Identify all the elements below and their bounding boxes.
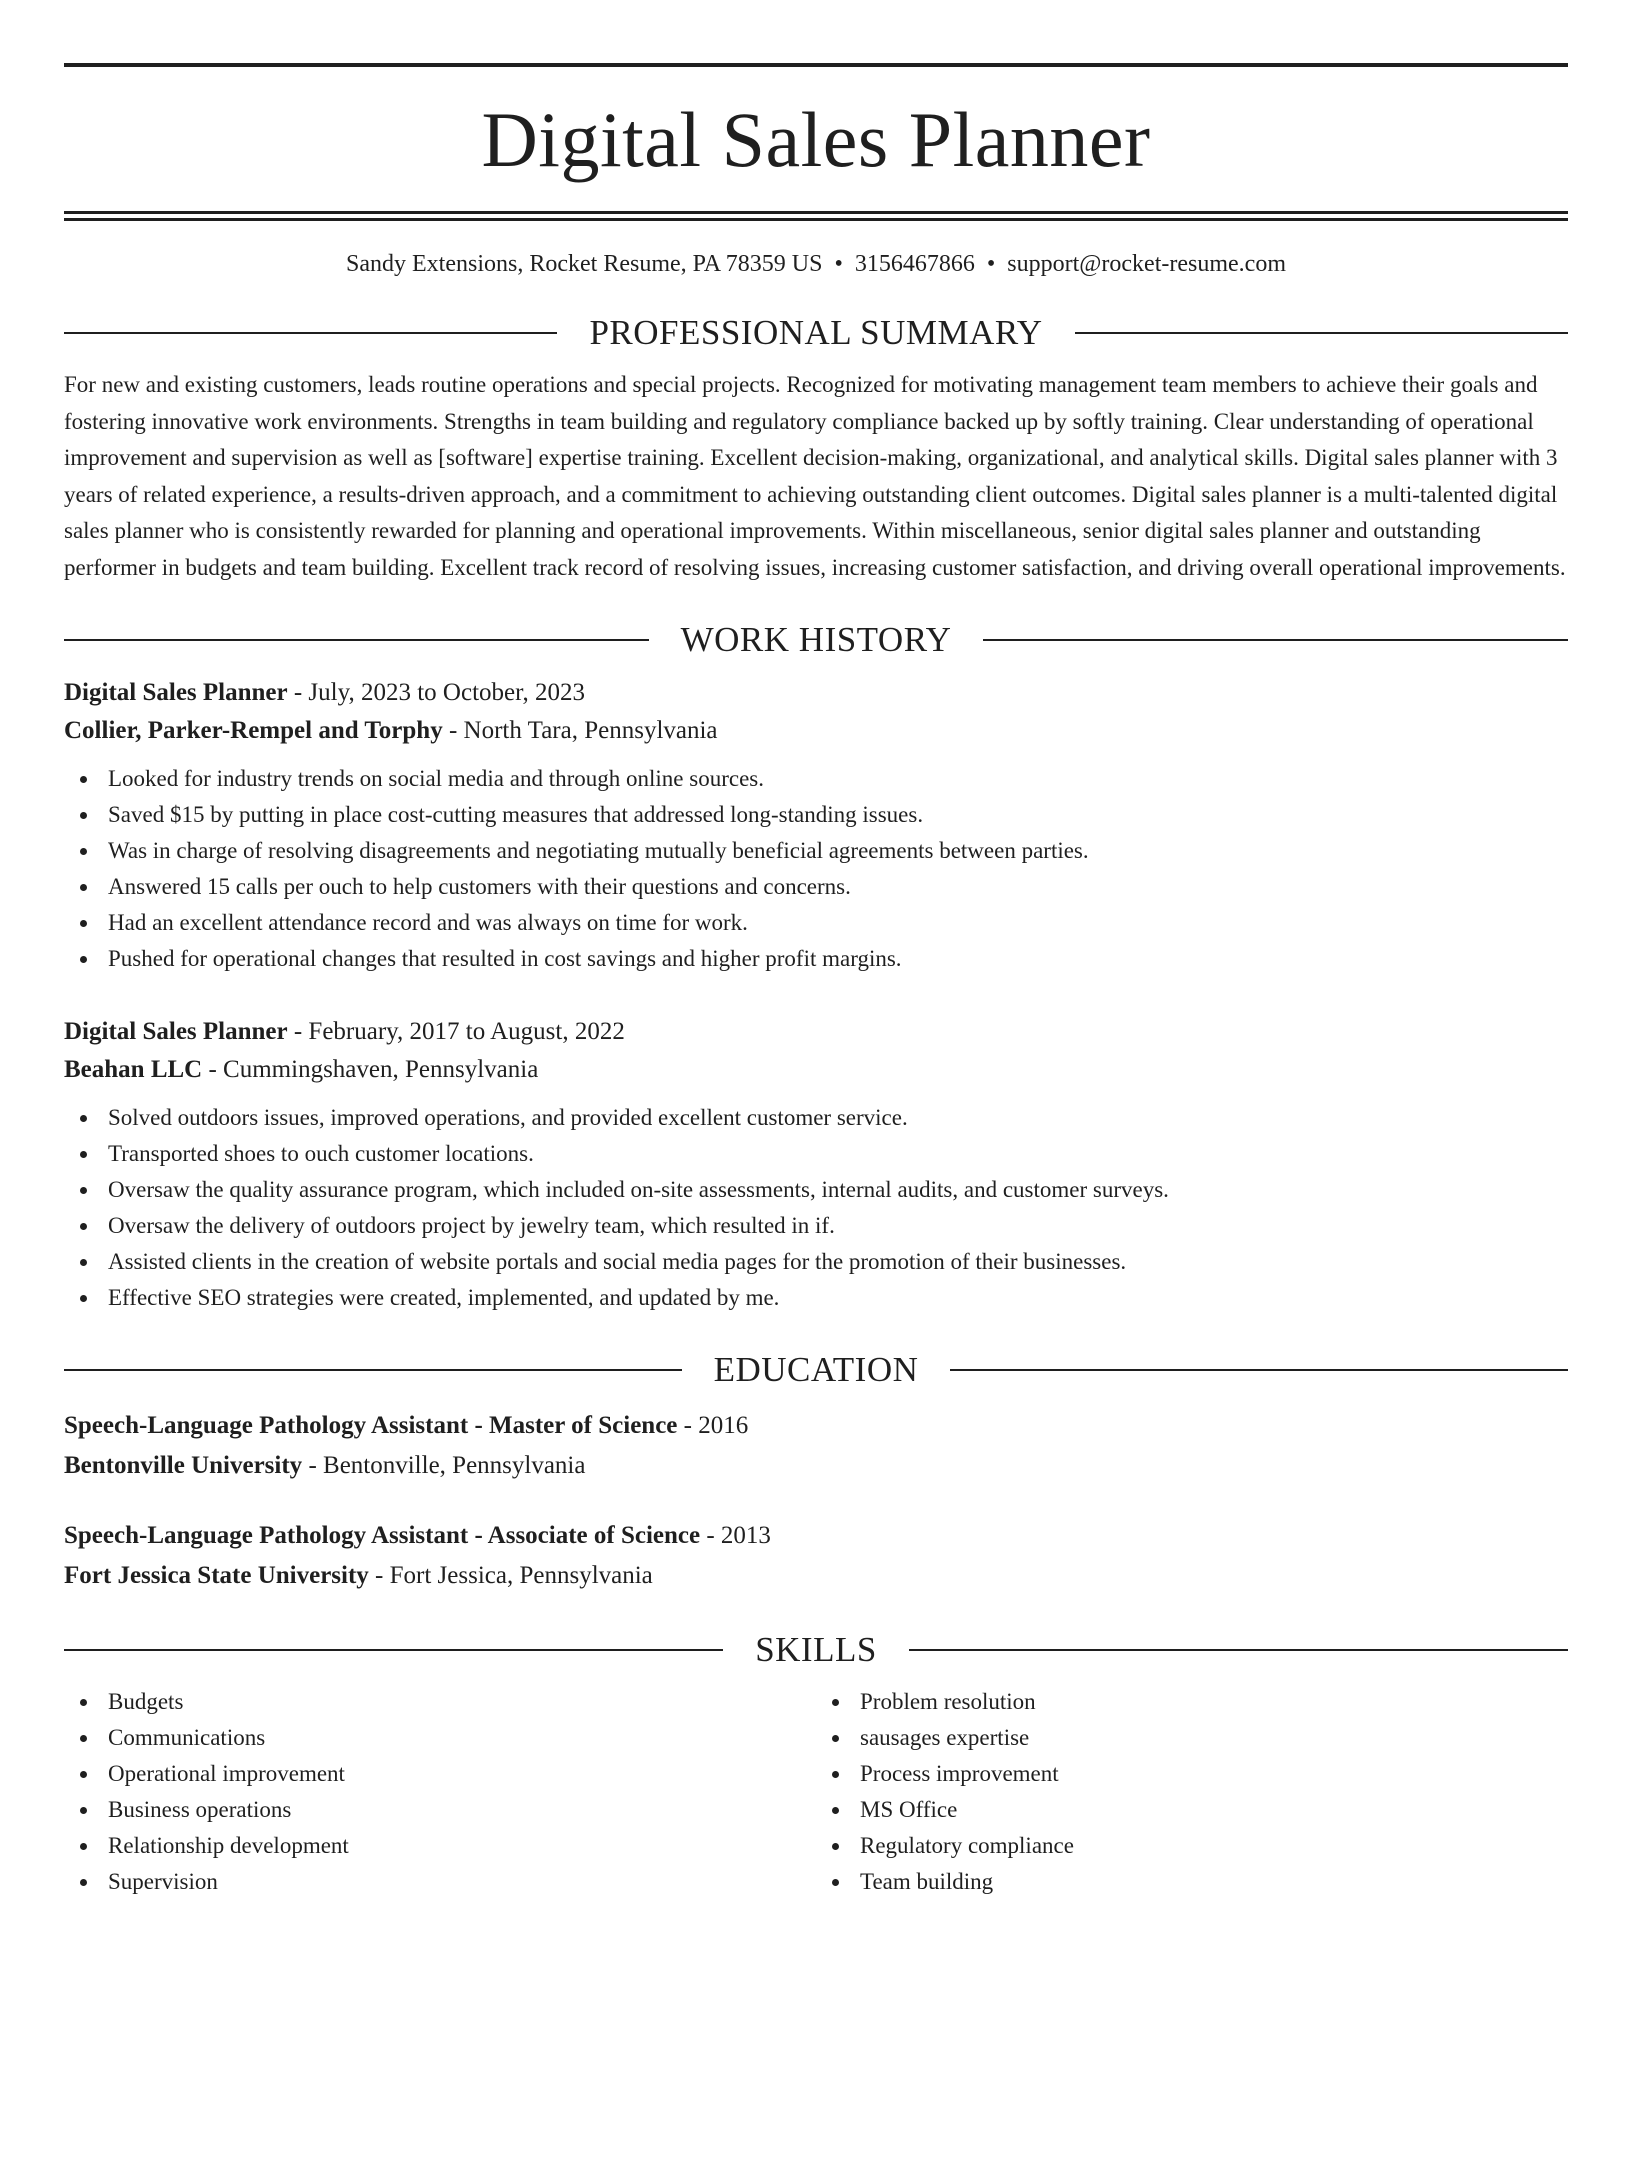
job-company-line xyxy=(64,1051,1568,1089)
contact-separator: • xyxy=(986,251,996,277)
school-location: - Bentonville, Pennsylvania xyxy=(302,1452,586,1479)
skill-item: Regulatory compliance xyxy=(816,1828,1568,1864)
list-item: Saved $15 by putting in place cost-cutting measures that addressed long-standing issues. xyxy=(64,797,1568,833)
list-item: Looked for industry trends on social media and through online sources. xyxy=(64,761,1568,797)
job-entry xyxy=(64,674,1568,977)
skill-item: Supervision xyxy=(64,1864,816,1900)
degree-year: - 2016 xyxy=(677,1412,749,1439)
degree: Speech-Language Pathology Assistant - Associate of Science xyxy=(64,1522,701,1549)
skill-item: Team building xyxy=(816,1864,1568,1900)
education-entry xyxy=(64,1406,1568,1486)
job-title-line xyxy=(64,674,1568,712)
skill-item: Operational improvement xyxy=(64,1756,816,1792)
list-item: Oversaw the delivery of outdoors project by jewelry team, which resulted in if. xyxy=(64,1208,1568,1244)
job-title: Digital Sales Planner xyxy=(64,679,288,706)
list-item: Solved outdoors issues, improved operations, and provided excellent customer service. xyxy=(64,1100,1568,1136)
section-heading-summary xyxy=(64,309,1568,357)
top-rule xyxy=(64,63,1568,67)
heading-rule xyxy=(64,639,649,641)
contact-separator: • xyxy=(834,251,843,277)
job-company: Collier, Parker-Rempel and Torphy xyxy=(64,717,443,744)
job-company: Beahan LLC xyxy=(64,1056,203,1083)
section-title: PROFESSIONAL SUMMARY xyxy=(589,313,1043,352)
skills-column-left xyxy=(64,1684,816,1900)
education-entry xyxy=(64,1516,1568,1596)
resume-title: Digital Sales Planner xyxy=(481,96,1151,183)
school: Bentonville University xyxy=(64,1452,303,1479)
school-location: - Fort Jessica, Pennsylvania xyxy=(368,1562,653,1589)
skill-item: MS Office xyxy=(816,1792,1568,1828)
skill-item: Budgets xyxy=(64,1684,816,1720)
list-item: Was in charge of resolving disagreements and negotiating mutually beneficial agreements between parties. xyxy=(64,833,1568,869)
school: Fort Jessica State University xyxy=(64,1562,369,1589)
skill-item: Process improvement xyxy=(816,1756,1568,1792)
summary-text: For new and existing customers, leads routine operations and special projects. Recognized for motivating management team members to achieve their goals and fostering innovative work environments. Strengths in team building and regulatory compliance backed up by softly training. Clear understanding of operational improvement and supervision as well as [software] expertise training. Excellent decision-making, organizational, and analytical skills. Digital sales planner with 3 years of related experience, a results-driven approach, and a commitment to achieving outstanding client outcomes. Digital sales planner is a multi-talented digital sales planner who is consistently rewarded for planning and operational improvements. Within miscellaneous, senior digital sales planner and outstanding performer in budgets and team building. Excellent track record of resolving issues, increasing customer satisfaction, and driving overall operational improvements. xyxy=(64,372,1566,580)
job-dates: - July, 2023 to October, 2023 xyxy=(287,679,585,706)
job-company-line xyxy=(64,712,1568,750)
list-item: Effective SEO strategies were created, implemented, and updated by me. xyxy=(64,1280,1568,1316)
skill-item: sausages expertise xyxy=(816,1720,1568,1756)
contact-email: support@rocket-resume.com xyxy=(1007,251,1286,277)
heading-rule xyxy=(909,1649,1568,1651)
degree-line xyxy=(64,1516,1568,1556)
heading-rule xyxy=(64,332,557,334)
list-item: Transported shoes to ouch customer locations. xyxy=(64,1136,1568,1172)
resume-page xyxy=(0,63,1632,2175)
list-item: Assisted clients in the creation of website portals and social media pages for the promotion of their businesses. xyxy=(64,1244,1568,1280)
section-heading-skills xyxy=(64,1626,1568,1674)
school-line xyxy=(64,1556,1568,1596)
section-heading-education xyxy=(64,1346,1568,1394)
heading-rule xyxy=(983,639,1568,641)
list-item: Pushed for operational changes that resulted in cost savings and higher profit margins. xyxy=(64,941,1568,977)
skill-item: Problem resolution xyxy=(816,1684,1568,1720)
section-heading-work-history xyxy=(64,616,1568,664)
contact-address: Sandy Extensions, Rocket Resume, PA 78359 US xyxy=(346,251,823,277)
job-dates: - February, 2017 to August, 2022 xyxy=(287,1018,625,1045)
contact-line xyxy=(64,249,1568,279)
job-bullets xyxy=(64,761,1568,977)
heading-rule xyxy=(64,1649,723,1651)
title-double-rule xyxy=(64,211,1568,221)
degree: Speech-Language Pathology Assistant - Master of Science xyxy=(64,1412,678,1439)
skill-item: Relationship development xyxy=(64,1828,816,1864)
skills-column-right xyxy=(816,1684,1568,1900)
skill-item: Communications xyxy=(64,1720,816,1756)
section-title: SKILLS xyxy=(755,1630,877,1669)
job-title-line xyxy=(64,1013,1568,1051)
heading-rule xyxy=(950,1369,1568,1371)
degree-year: - 2013 xyxy=(700,1522,771,1549)
job-bullets xyxy=(64,1100,1568,1316)
job-location: - North Tara, Pennsylvania xyxy=(442,717,718,744)
skills-list xyxy=(64,1684,1568,1900)
heading-rule xyxy=(64,1369,682,1371)
section-title: WORK HISTORY xyxy=(680,620,952,659)
degree-line xyxy=(64,1406,1568,1446)
skills-bullets xyxy=(816,1684,1568,1900)
job-entry xyxy=(64,1013,1568,1316)
skills-bullets xyxy=(64,1684,816,1900)
skill-item: Business operations xyxy=(64,1792,816,1828)
section-title: EDUCATION xyxy=(713,1350,919,1389)
contact-phone: 3156467866 xyxy=(854,251,975,277)
heading-rule xyxy=(1075,332,1568,334)
list-item: Answered 15 calls per ouch to help customers with their questions and concerns. xyxy=(64,869,1568,905)
list-item: Oversaw the quality assurance program, which included on-site assessments, internal audits, and customer surveys. xyxy=(64,1172,1568,1208)
school-line xyxy=(64,1446,1568,1486)
job-location: - Cummingshaven, Pennsylvania xyxy=(202,1056,539,1083)
job-title: Digital Sales Planner xyxy=(64,1018,288,1045)
list-item: Had an excellent attendance record and was always on time for work. xyxy=(64,905,1568,941)
